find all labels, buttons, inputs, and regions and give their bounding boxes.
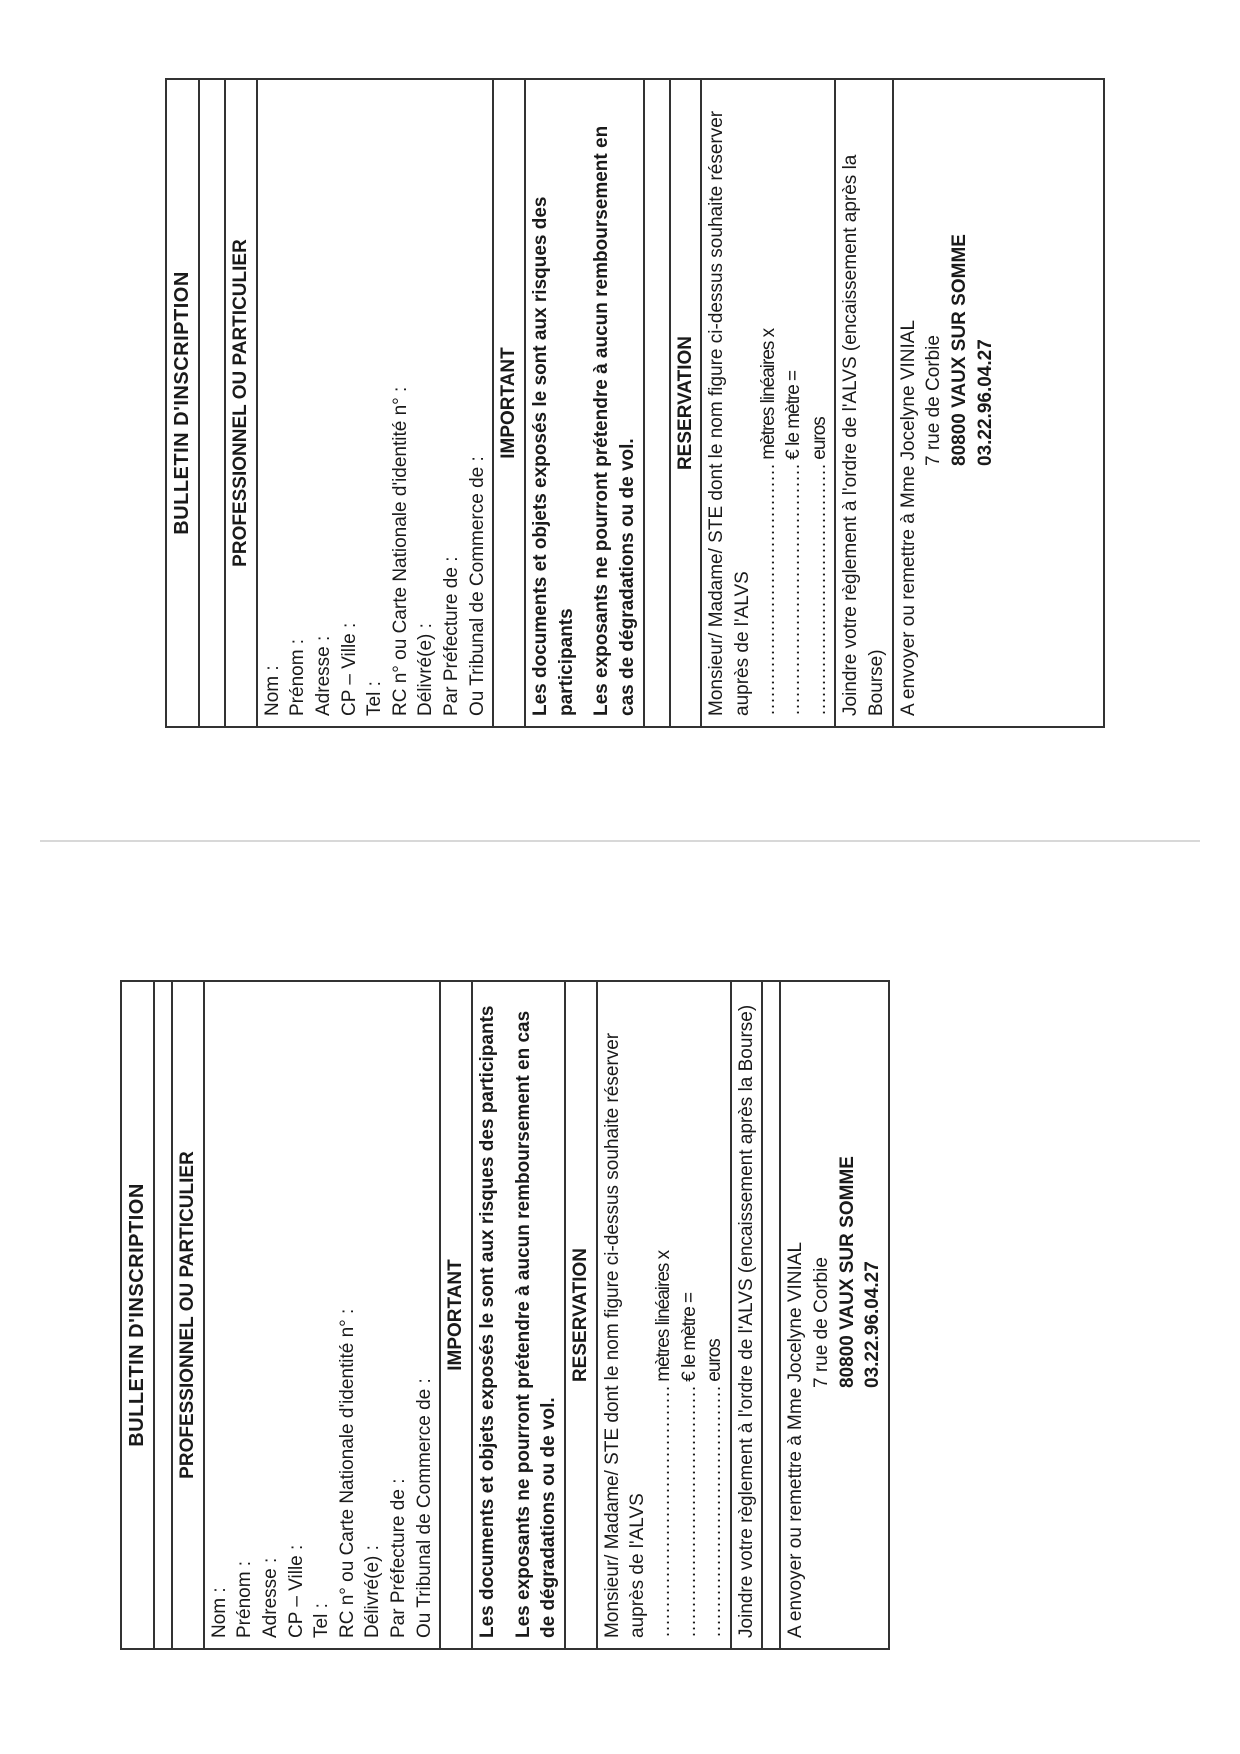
important-text-1: Les documents et objets exposés le sont aux risques des participants xyxy=(477,1005,499,1638)
field-prenom: Prénom : xyxy=(287,638,309,716)
fields-block xyxy=(205,982,442,1648)
fold-line xyxy=(40,840,1200,842)
field-nom: Nom : xyxy=(208,1587,230,1638)
form-subtitle: PROFESSIONNEL OU PARTICULIER xyxy=(173,982,205,1648)
address-block xyxy=(781,982,888,1648)
form-title: BULLETIN D'INSCRIPTION xyxy=(167,80,200,726)
important-heading: IMPORTANT xyxy=(494,80,526,726)
reservation-line-total: …………………………………… euros xyxy=(704,1339,726,1638)
form-copy-top xyxy=(165,78,1105,728)
phone: 03.22.96.04.27 xyxy=(862,1261,884,1388)
field-rc: RC n° ou Carte Nationale d'identité n° : xyxy=(389,386,411,716)
reservation-line-price: …………………………………… € le mètre = xyxy=(678,1292,700,1638)
registration-form xyxy=(165,78,1105,728)
reservation-block xyxy=(702,80,836,726)
field-delivre: Délivré(e) : xyxy=(415,623,437,716)
address-city: 80800 VAUX SUR SOMME xyxy=(836,1156,858,1388)
field-tel: Tel : xyxy=(364,681,386,716)
field-tel: Tel : xyxy=(311,1603,333,1638)
important-text xyxy=(473,982,566,1648)
blank-row xyxy=(645,80,671,726)
reservation-block xyxy=(598,982,732,1648)
field-cp-ville: CP – Ville : xyxy=(338,622,360,716)
field-delivre: Délivré(e) : xyxy=(362,1545,384,1638)
registration-form xyxy=(120,980,890,1650)
blank-row xyxy=(155,982,173,1648)
reservation-heading: RESERVATION xyxy=(671,80,703,726)
form-subtitle: PROFESSIONNEL OU PARTICULIER xyxy=(226,80,258,726)
important-text-1: Les documents et objets exposés le sont aux risques des participants xyxy=(530,196,577,716)
blank-row xyxy=(763,982,781,1648)
phone: 03.22.96.04.27 xyxy=(974,339,996,466)
field-tribunal: Ou Tribunal de Commerce de : xyxy=(413,1378,435,1638)
blank-row xyxy=(200,80,226,726)
reservation-text: Monsieur/ Madame/ STE dont le nom figure ci-dessus souhaite réserver auprès de l'ALVS xyxy=(706,110,753,716)
important-heading: IMPORTANT xyxy=(441,982,473,1648)
payment-text: Joindre votre règlement à l'ordre de l'ALVS (encaissement après la Bourse) xyxy=(836,80,893,726)
field-prefecture: Par Préfecture de : xyxy=(441,556,463,716)
payment-text: Joindre votre règlement à l'ordre de l'ALVS (encaissement après la Bourse) xyxy=(732,982,764,1648)
reservation-line-total: …………………………………… euros xyxy=(808,417,830,716)
address-street: 7 rue de Corbie xyxy=(923,335,945,466)
fields-block xyxy=(258,80,495,726)
field-adresse: Adresse : xyxy=(312,635,334,716)
field-adresse: Adresse : xyxy=(259,1557,281,1638)
reservation-line-meters: …………………………………… mètres linéaires x xyxy=(757,328,779,716)
field-prefecture: Par Préfecture de : xyxy=(388,1478,410,1638)
send-to: A envoyer ou remettre à Mme Jocelyne VINIAL xyxy=(897,319,919,716)
reservation-line-price: …………………………………… € le mètre = xyxy=(783,370,805,716)
send-to: A envoyer ou remettre à Mme Jocelyne VINIAL xyxy=(785,1241,807,1638)
reservation-text: Monsieur/ Madame/ STE dont le nom figure ci-dessus souhaite réserver auprès de l'ALVS xyxy=(601,1032,649,1638)
field-rc: RC n° ou Carte Nationale d'identité n° : xyxy=(336,1308,358,1638)
form-title: BULLETIN D'INSCRIPTION xyxy=(122,982,155,1648)
address-block xyxy=(894,80,1103,726)
field-cp-ville: CP – Ville : xyxy=(285,1544,307,1638)
important-text xyxy=(526,80,645,726)
field-tribunal: Ou Tribunal de Commerce de : xyxy=(466,456,488,716)
reservation-heading: RESERVATION xyxy=(566,982,598,1648)
field-nom: Nom : xyxy=(261,665,283,716)
address-street: 7 rue de Corbie xyxy=(811,1257,833,1388)
important-text-2: Les exposants ne pourront prétendre à aucun remboursement en cas de dégradations ou de vol. xyxy=(512,1010,560,1638)
form-copy-bottom xyxy=(120,980,890,1650)
important-text-2: Les exposants ne pourront prétendre à aucun remboursement en cas de dégradations ou de vol. xyxy=(591,125,638,716)
address-city: 80800 VAUX SUR SOMME xyxy=(949,234,971,466)
field-prenom: Prénom : xyxy=(234,1560,256,1638)
reservation-line-meters: …………………………………… mètres linéaires x xyxy=(652,1250,674,1638)
